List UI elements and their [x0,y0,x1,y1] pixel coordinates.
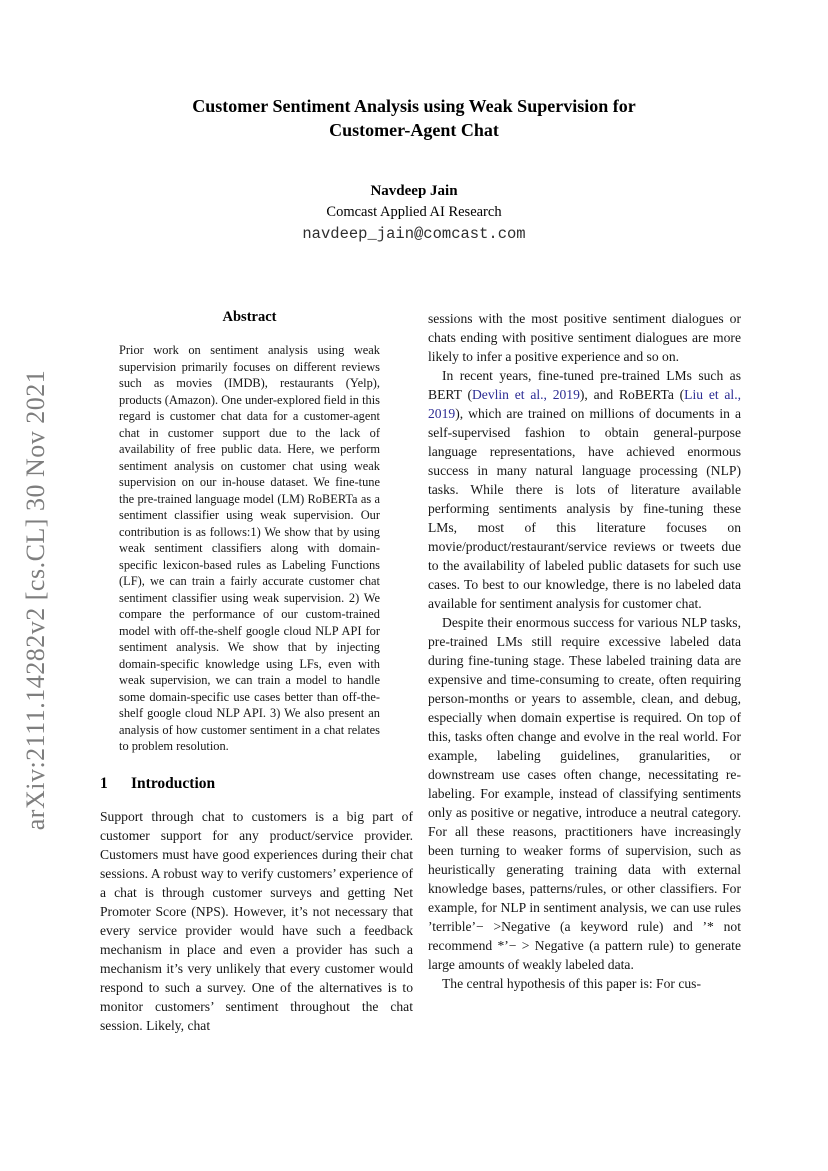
citation-devlin-2019[interactable]: Devlin et al., 2019 [471,387,580,402]
citation-liu-2019[interactable]: Liu et al., 2019 [428,387,742,421]
right-column-paragraph-4: The central hypothesis of this paper is: For cus- [442,976,701,991]
right-column [428,309,741,1035]
right-column-paragraph-3: Despite their enormous success for various NLP tasks, pre-trained LMs still require excessive labeled data during fine-tuning stage. These labeled training data are expensive and time-consuming to create, often requiring person-months or years to assemble, clean, and debug, especially when domain expertise is required. On top of this, tasks often change and evolve in the real world. For example, labeling guidelines, granularities, or downstream use cases often change, necessitating re-labeling. For example, instead of classifying sentiments only as positive or negative, introduce a neutral category. For all these reasons, practitioners have increasingly been turning to weaker forms of supervision, such as heuristically generating training data with external knowledge bases, patterns/rules, or other classifiers. For example, for NLP in sentiment analysis, we can use rules ’terrible’− >Negative (a keyword rule) and ’* not recommend *’− > Negative (a pattern rule) to generate large amounts of weakly labeled data. [428,615,741,972]
arxiv-watermark: arXiv:2111.14282v2 [cs.CL] 30 Nov 2021 [21,369,50,831]
two-column-body [100,309,741,1035]
section-number: 1 [100,774,108,792]
author-name: Navdeep Jain [370,183,458,199]
paragraph-2-text: ), which are trained on millions of documents in a self-supervised fashion to obtain general-purpose language representations, have achieved enormous success in many natural language processing (NLP) tasks. While there is lots of literature available performing sentiments analysis by fine-tuning these LMs, most of this literature focuses on movie/product/restaurant/service reviews or tweets due to the availability of labeled public datasets for such use cases. To best to our knowledge, there is no labeled data available for sentiment analysis for customer chat. [428,406,741,611]
paragraph-2-text: In recent years, fine-tuned pre-trained LMs such as BERT ( [428,368,741,402]
abstract-text: Prior work on sentiment analysis using weak supervision primarily focuses on different reviews such as movies (IMDB), restaurants (Yelp), products (Amazon). One under-explored field in this regard is customer chat data for a customer-agent chat in customer support due to the lack of availability of free public data. Here, we perform sentiment analysis on customer chat using weak supervision on our in-house dataset. We fine-tune the pre-trained language model (LM) RoBERTa as a sentiment classifier using weak supervision. Our contribution is as follows:1) We show that by using weak sentiment classifiers along with domain-specific lexicon-based rules as Labeling Functions (LF), we can train a fairly accurate customer chat sentiment classifier using weak supervision. 2) We compare the performance of our custom-trained model with off-the-shelf google cloud NLP API for sentiment analysis. We show that by injecting domain-specific knowledge using LFs, even with weak supervision, we can train a model to handle some domain-specific use cases better than off-the-shelf google cloud NLP API. 3) We also present an analysis of how customer sentiment in a chat relates to problem resolution. [119,343,380,753]
section-title: Introduction [131,774,216,792]
introduction-paragraph-1: Support through chat to customers is a big part of customer support for any product/service provider. Customers must have good experiences during their chat sessions. A robust way to verify customers’ experience of a chat is through customer surveys and getting Net Promoter Score (NPS). However, it’s not necessary that every service provider would have such a feedback mechanism in place and even a provider has such a mechanism it’s very unlikely that every customer would respond to such a survey. One of the alternatives is to monitor customers’ sentiment throughout the chat session. Likely, chat [100,808,413,1033]
paper-header [0,94,828,245]
right-column-paragraph-1: sessions with the most positive sentiment dialogues or chats ending with positive sentiment dialogues are more likely to infer a positive experience and so on. [428,311,741,364]
left-column [100,309,413,1035]
paper-title-line-1: Customer Sentiment Analysis using Weak Supervision for [192,96,636,116]
paragraph-2-text: ), and RoBERTa ( [579,387,685,402]
author-affiliation: Comcast Applied AI Research [326,204,502,220]
section-heading-introduction [100,774,413,793]
abstract-heading: Abstract [222,309,277,325]
paper-title-line-2: Customer-Agent Chat [329,120,499,140]
right-column-paragraph-2 [428,366,741,613]
author-email: navdeep_jain@comcast.com [302,225,526,243]
